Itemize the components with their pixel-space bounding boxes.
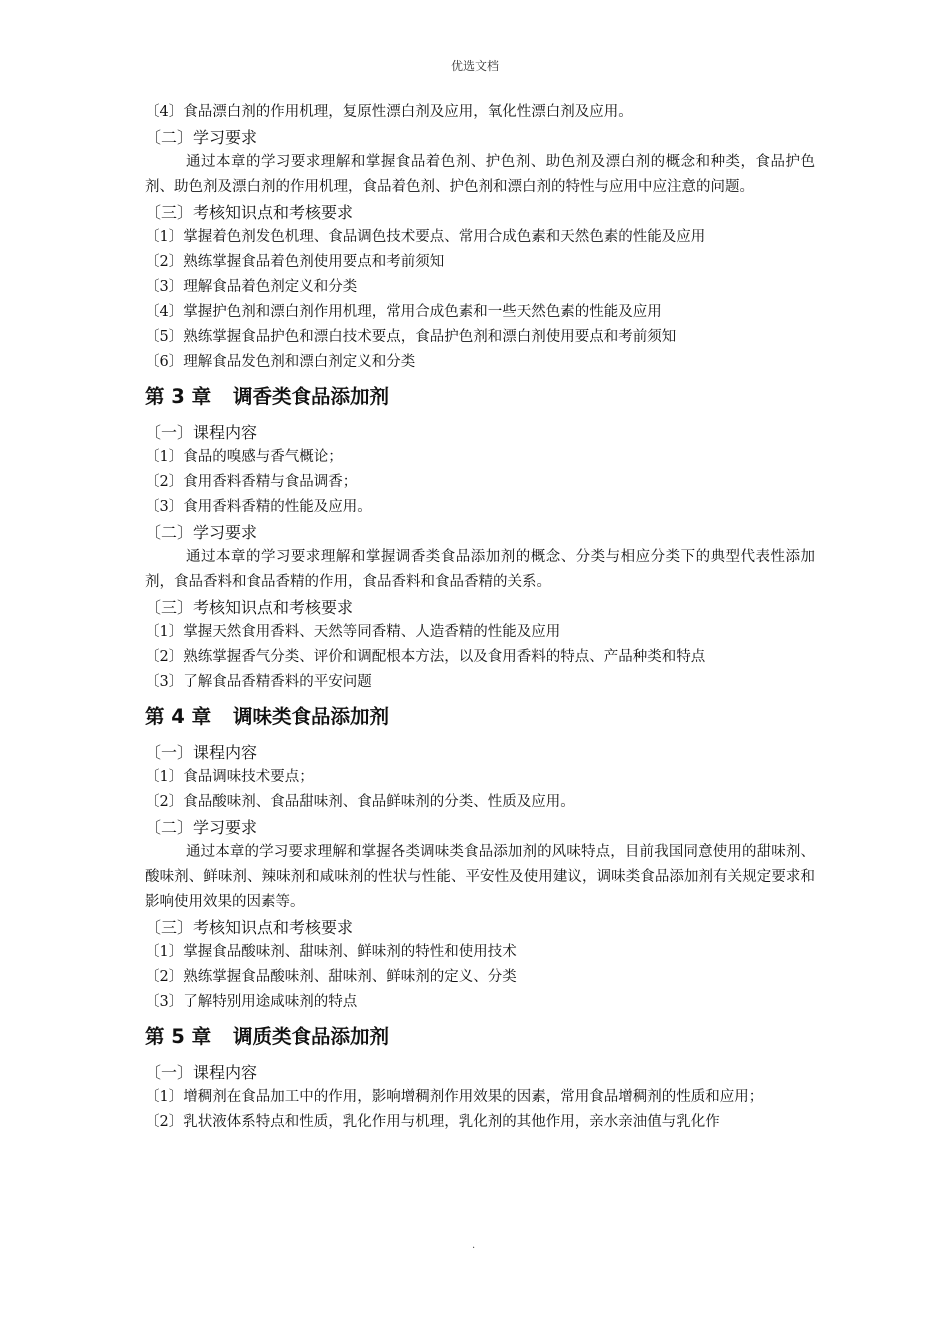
list-item: 〔2〕熟练掌握食品酸味剂、甜味剂、鲜味剂的定义、分类 [145,969,517,985]
chapter-heading [145,702,815,732]
list-item: 〔1〕食品的嗅感与香气概论； [145,449,343,465]
list-item: 〔1〕掌握食品酸味剂、甜味剂、鲜味剂的特性和使用技术 [145,944,517,960]
list-item: 〔1〕增稠剂在食品加工中的作用，影响增稠剂作用效果的因素，常用食品增稠剂的性质和应用； [145,1089,764,1105]
chapter-number: 第 4 章 [145,705,212,728]
list-item: 〔1〕掌握天然食用香料、天然等同香精、人造香精的性能及应用 [145,624,561,640]
section-heading: 〔一〕课程内容 [145,423,258,442]
chapter-title: 调质类食品添加剂 [233,1025,390,1048]
chapter-heading [145,1022,815,1052]
list-item: 〔1〕食品调味技术要点； [145,769,314,785]
list-item: 〔5〕熟练掌握食品护色和漂白技术要点，食品护色剂和漂白剂使用要点和考前须知 [145,329,677,345]
section-heading: 〔三〕考核知识点和考核要求 [145,598,354,617]
chapter-title: 调味类食品添加剂 [233,705,390,728]
list-item: 〔3〕理解食品着色剂定义和分类 [145,279,358,295]
paragraph: 通过本章的学习要求理解和掌握食品着色剂、护色剂、助色剂及漂白剂的概念和种类，食品护色剂、助色剂及漂白剂的作用机理，食品着色剂、护色剂和漂白剂的特性与应用中应注意的问题。 [145,154,815,195]
section-heading: 〔一〕课程内容 [145,1063,258,1082]
list-item: 〔1〕掌握着色剂发色机理、食品调色技术要点、常用合成色素和天然色素的性能及应用 [145,229,706,245]
paragraph: 通过本章的学习要求理解和掌握各类调味类食品添加剂的风味特点，目前我国同意使用的甜味剂、酸味剂、鲜味剂、辣味剂和咸味剂的性状与性能、平安性及使用建议，调味类食品添加剂有关规定要求和影响使用效果的因素等。 [145,844,815,910]
chapter-title: 调香类食品添加剂 [233,385,390,408]
section-heading: 〔三〕考核知识点和考核要求 [145,203,354,222]
list-item: 〔4〕掌握护色剂和漂白剂作用机理，常用合成色素和一些天然色素的性能及应用 [145,304,662,320]
chapter-heading [145,382,815,412]
page-header: 优选文档 [450,59,499,73]
list-item: 〔2〕乳状液体系特点和性质，乳化作用与机理，乳化剂的其他作用，亲水亲油值与乳化作 [145,1114,720,1130]
section-heading: 〔二〕学习要求 [145,523,258,542]
list-item: 〔2〕食用香料香精与食品调香； [145,474,358,490]
list-item: 〔3〕了解食品香精香料的平安问题 [145,674,372,690]
chapter-number: 第 5 章 [145,1025,212,1048]
section-heading: 〔一〕课程内容 [145,743,258,762]
section-heading: 〔二〕学习要求 [145,128,258,147]
section-heading: 〔三〕考核知识点和考核要求 [145,918,354,937]
list-item: 〔2〕熟练掌握香气分类、评价和调配根本方法，以及食用香料的特点、产品种类和特点 [145,649,706,665]
document-body [145,100,815,1135]
list-item: 〔4〕食品漂白剂的作用机理，复原性漂白剂及应用，氧化性漂白剂及应用。 [145,104,633,120]
chapter-number: 第 3 章 [145,385,212,408]
paragraph: 通过本章的学习要求理解和掌握调香类食品添加剂的概念、分类与相应分类下的典型代表性添加剂，食品香料和食品香精的作用，食品香料和食品香精的关系。 [145,549,815,590]
section-heading: 〔二〕学习要求 [145,818,258,837]
list-item: 〔3〕了解特别用途咸味剂的特点 [145,994,358,1010]
list-item: 〔2〕食品酸味剂、食品甜味剂、食品鲜味剂的分类、性质及应用。 [145,794,575,810]
list-item: 〔6〕理解食品发色剂和漂白剂定义和分类 [145,354,416,370]
page-footer: . [472,1240,476,1251]
list-item: 〔2〕熟练掌握食品着色剂使用要点和考前须知 [145,254,445,270]
list-item: 〔3〕食用香料香精的性能及应用。 [145,499,372,515]
